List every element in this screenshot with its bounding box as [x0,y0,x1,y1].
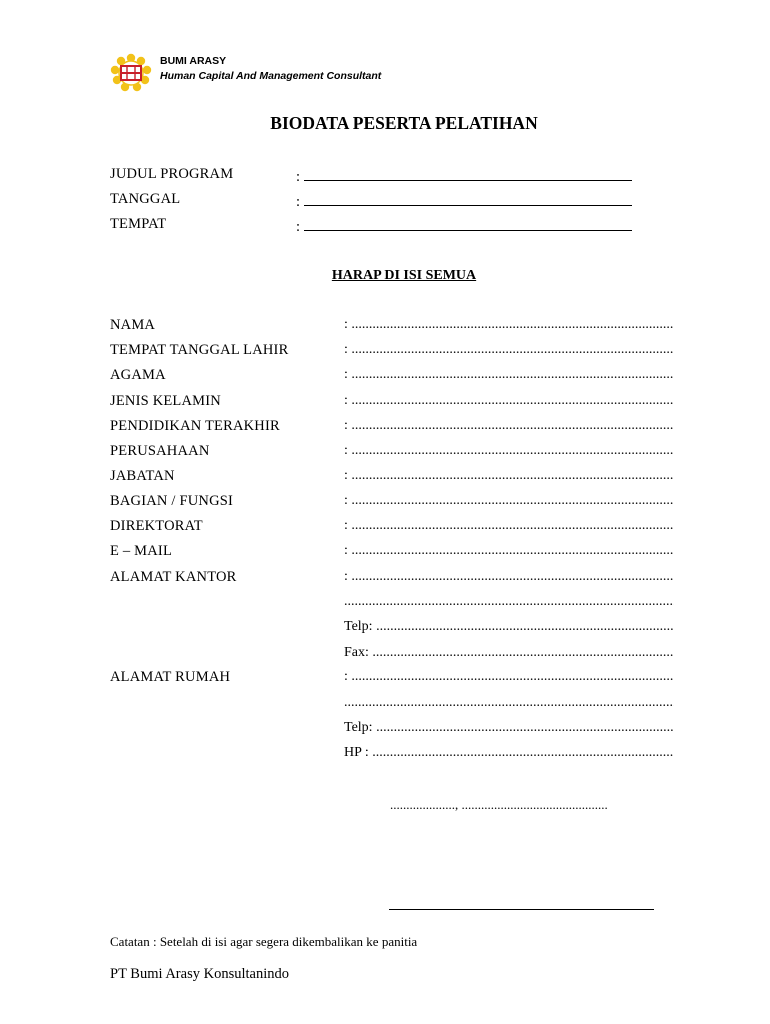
birth-place-date-label: TEMPAT TANGGAL LAHIR [110,342,289,358]
field-prefix: : ..... [344,443,674,458]
underline [304,166,632,181]
office-address-line-2-input[interactable] [344,594,674,610]
gender-label: JENIS KELAMIN [110,393,221,409]
fill-all-notice: HARAP DI ISI SEMUA [331,268,477,283]
field-prefix: : ..... [344,418,674,433]
religion-input[interactable] [344,367,674,383]
birth-place-date-input[interactable] [344,342,674,358]
religion-label: AGAMA [110,367,166,383]
date-input[interactable] [296,191,632,211]
footer-company: PT Bumi Arasy Konsultanindo [110,966,289,982]
gender-input[interactable] [344,393,674,409]
home-address-input[interactable] [344,669,674,685]
home-address-line-2-input[interactable] [344,695,674,711]
office-address-label: ALAMAT KANTOR [110,569,237,585]
field-prefix [344,695,674,710]
company-tagline: Human Capital And Management Consultant [160,70,382,82]
mobile-phone-input[interactable] [344,745,674,761]
field-prefix: : ..... [344,569,674,584]
education-label: PENDIDIKAN TERAKHIR [110,418,280,434]
underline [304,191,632,206]
signature-place-date[interactable]: ...................., ............................................. [390,797,608,812]
field-prefix: : ..... [344,393,674,408]
field-prefix: : ..... [344,493,674,508]
education-input[interactable] [344,418,674,434]
company-name: BUMI ARASY [160,55,227,67]
field-prefix: : ..... [344,669,674,684]
separator: : [296,219,301,235]
field-prefix: Fax: ..... [344,645,674,660]
department-input[interactable] [344,493,674,509]
field-prefix: : ..... [344,367,674,382]
separator: : [296,169,301,185]
field-prefix: Telp: ..... [344,619,674,634]
date-label: TANGGAL [110,191,181,207]
field-prefix: : ..... [344,317,674,332]
directorate-input[interactable] [344,518,674,534]
footer-note: Catatan : Setelah di isi agar segera dikembalikan ke panitia [110,934,418,949]
field-prefix: Telp: ..... [344,720,674,735]
field-prefix: : ..... [344,468,674,483]
directorate-label: DIREKTORAT [110,518,203,534]
department-label: BAGIAN / FUNGSI [110,493,234,509]
signature-line[interactable] [389,909,654,910]
position-label: JABATAN [110,468,175,484]
home-address-label: ALAMAT RUMAH [110,669,231,685]
program-label: JUDUL PROGRAM [110,166,234,182]
field-prefix: HP : ..... [344,745,674,760]
separator: : [296,194,301,210]
field-prefix: : ..... [344,543,674,558]
underline [304,216,632,231]
name-input[interactable] [344,317,674,333]
form-title: BIODATA PESERTA PELATIHAN [270,113,538,133]
field-prefix [344,594,674,609]
email-label: E – MAIL [110,543,173,559]
name-label: NAMA [110,317,156,333]
venue-label: TEMPAT [110,216,167,232]
company-input[interactable] [344,443,674,459]
home-phone-input[interactable] [344,720,674,736]
venue-input[interactable] [296,216,632,236]
field-prefix: : ..... [344,518,674,533]
office-address-input[interactable] [344,569,674,585]
position-input[interactable] [344,468,674,484]
program-input[interactable] [296,166,632,186]
field-prefix: : ..... [344,342,674,357]
bumi-arasy-logo-icon [106,52,156,94]
company-label: PERUSAHAAN [110,443,210,459]
office-phone-input[interactable] [344,619,674,635]
office-fax-input[interactable] [344,645,674,661]
email-input[interactable] [344,543,674,559]
